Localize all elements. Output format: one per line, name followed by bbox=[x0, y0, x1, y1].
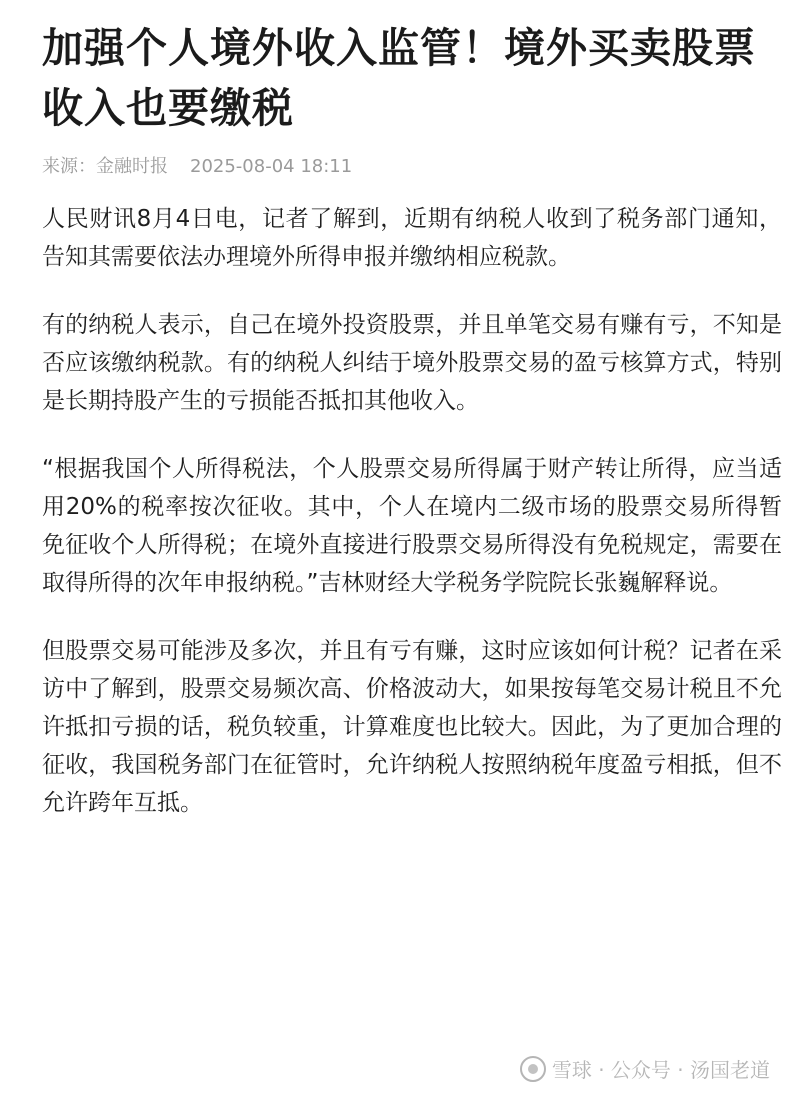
article-paragraph: 人民财讯8月4日电，记者了解到，近期有纳税人收到了税务部门通知，告知其需要依法办理境外所得申报并缴纳相应税款。 bbox=[42, 206, 782, 270]
source-name[interactable]: 金融时报 bbox=[96, 156, 168, 177]
source-label: 来源： bbox=[42, 156, 96, 177]
snowball-logo-icon bbox=[520, 1056, 546, 1082]
watermark bbox=[520, 1054, 770, 1083]
article bbox=[42, 18, 782, 852]
article-paragraph: 有的纳税人表示，自己在境外投资股票，并且单笔交易有赚有亏，不知是否应该缴纳税款。有的纳税人纠结于境外股票交易的盈亏核算方式，特别是长期持股产生的亏损能否抵扣其他收入。 bbox=[42, 312, 782, 414]
article-datetime: 2025-08-04 18:11 bbox=[190, 156, 353, 177]
article-meta bbox=[42, 154, 782, 180]
article-source bbox=[42, 154, 168, 180]
article-title: 加强个人境外收入监管！境外买卖股票收入也要缴税 bbox=[42, 24, 756, 132]
article-paragraph: 但股票交易可能涉及多次，并且有亏有赚，这时应该如何计税？记者在采访中了解到，股票交易频次高、价格波动大，如果按每笔交易计税且不允许抵扣亏损的话，税负较重，计算难度也比较大。因此，为了更加合理的征收，我国税务部门在征管时，允许纳税人按照纳税年度盈亏相抵，但不允许跨年互抵。 bbox=[42, 638, 782, 816]
article-paragraph: “根据我国个人所得税法，个人股票交易所得属于财产转让所得，应当适用20%的税率按次征收。其中，个人在境内二级市场的股票交易所得暂免征收个人所得税；在境外直接进行股票交易所得没有免税规定，需要在取得所得的次年申报纳税。”吉林财经大学税务学院院长张巍解释说。 bbox=[42, 456, 782, 596]
article-body bbox=[42, 200, 782, 822]
watermark-text: 雪球 · 公众号 · 汤国老道 bbox=[551, 1058, 770, 1082]
